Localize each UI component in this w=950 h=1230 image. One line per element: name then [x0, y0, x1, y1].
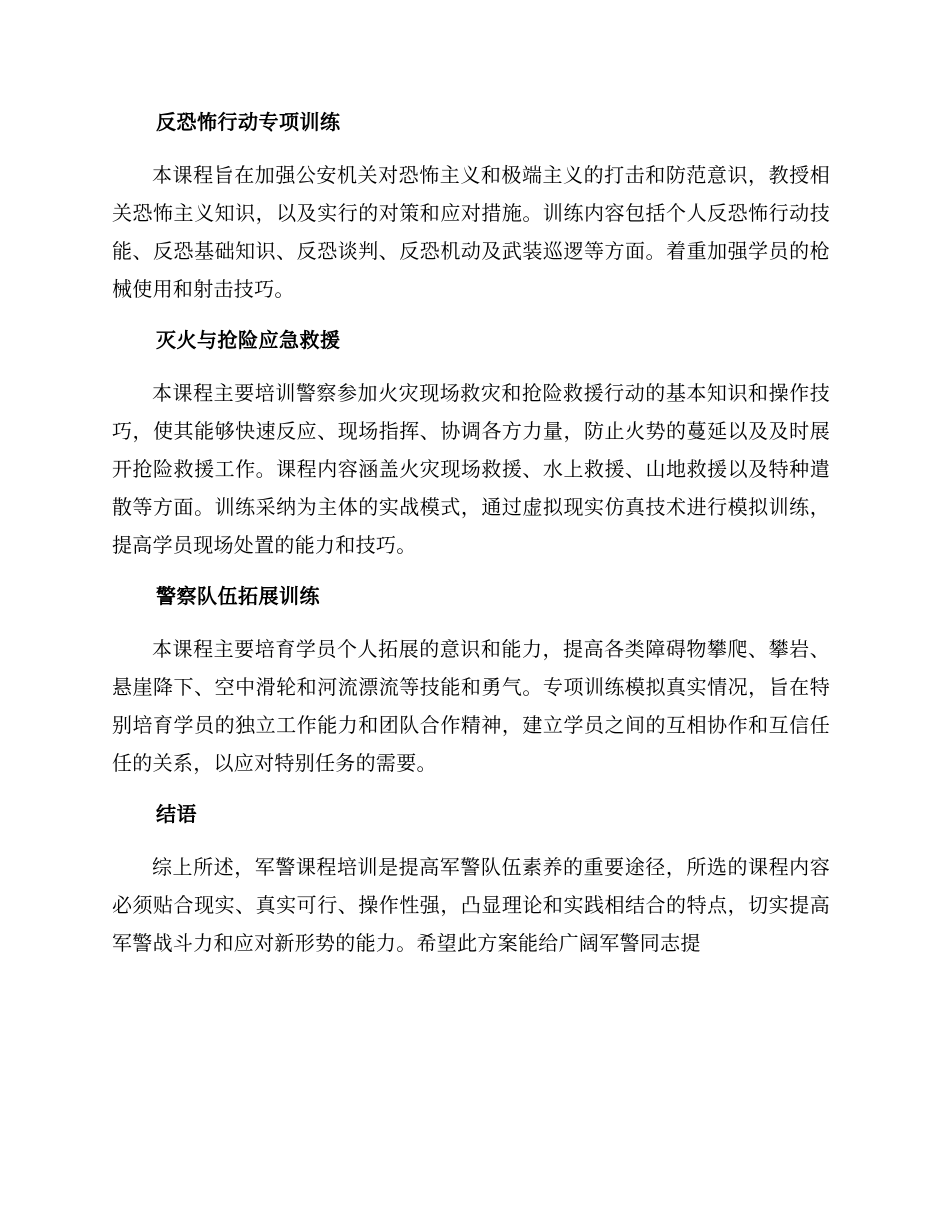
- section-conclusion: [112, 800, 830, 962]
- section-heading: 结语: [156, 802, 197, 826]
- section-paragraph: 本课程主要培训警察参加火灾现场救灾和抢险救援行动的基本知识和操作技巧，使其能够快速反应、现场指挥、协调各方力量，防止火势的蔓延以及及时展开抢险救援工作。课程内容涵盖火灾现场救援、水上救援、山地救援以及特种遣散等方面。训练采纳为主体的实战模式，通过虚拟现实仿真技术进行模拟训练，提高学员现场处置的能力和技巧。: [112, 381, 830, 557]
- section-paragraph: 综上所述，军警课程培训是提高军警队伍素养的重要途径，所选的课程内容必须贴合现实、真实可行、操作性强，凸显理论和实践相结合的特点，切实提高军警战斗力和应对新形势的能力。希望此方案能给广阔军警同志提: [112, 855, 830, 955]
- section-team-expansion: [112, 582, 830, 782]
- section-fire-rescue: [112, 326, 830, 564]
- section-heading: 警察队伍拓展训练: [156, 584, 320, 608]
- section-counter-terrorism: [112, 108, 830, 308]
- section-paragraph: 本课程主要培育学员个人拓展的意识和能力，提高各类障碍物攀爬、攀岩、悬崖降下、空中滑轮和河流漂流等技能和勇气。专项训练模拟真实情况，旨在特别培育学员的独立工作能力和团队合作精神，建立学员之间的互相协作和互信任任的关系，以应对特别任务的需要。: [112, 637, 830, 775]
- document-content: [112, 108, 830, 980]
- section-paragraph: 本课程旨在加强公安机关对恐怖主义和极端主义的打击和防范意识，教授相关恐怖主义知识，以及实行的对策和应对措施。训练内容包括个人反恐怖行动技能、反恐基础知识、反恐谈判、反恐机动及武装巡逻等方面。着重加强学员的枪械使用和射击技巧。: [112, 163, 830, 301]
- section-heading: 反恐怖行动专项训练: [156, 110, 341, 134]
- section-heading: 灭火与抢险应急救援: [156, 328, 341, 352]
